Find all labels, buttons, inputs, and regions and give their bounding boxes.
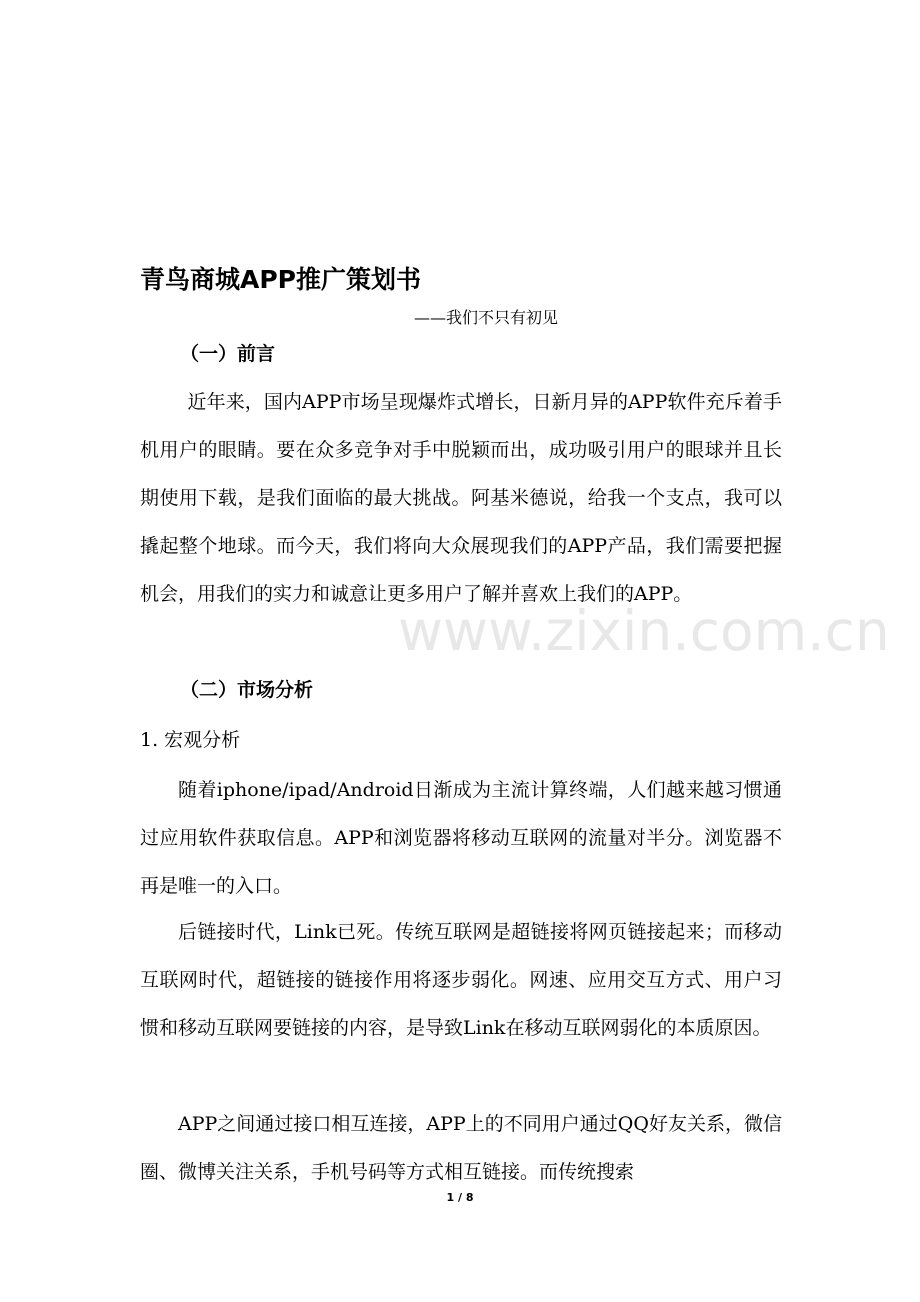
watermark: www.zixin.com.cn: [398, 599, 890, 663]
paragraph-macro-3: APP之间通过接口相互连接，APP上的不同用户通过QQ好友关系，微信圈、微博关注关系，手机号码等方式相互链接。而传统搜索: [140, 1113, 782, 1183]
paragraph-macro-2: 后链接时代，Link已死。传统互联网是超链接将网页链接起来；而移动互联网时代，超链接的链接作用将逐步弱化。网速、应用交互方式、用户习惯和移动互联网要链接的内容，是导致Link在移动互联网弱化的本质原因。: [140, 921, 782, 1039]
subsection-heading-macro-analysis: 1. 宏观分析: [140, 729, 241, 751]
document-subtitle: ——我们不只有初见: [414, 308, 559, 327]
section-heading-preface: （一）前言: [180, 343, 276, 365]
page-number: 1 / 8: [446, 1191, 474, 1204]
paragraph-macro-1: 随着iphone/ipad/Android日渐成为主流计算终端，人们越来越习惯通过应用软件获取信息。APP和浏览器将移动互联网的流量对半分。浏览器不再是唯一的入口。: [140, 779, 782, 897]
document-title: 青鸟商城APP推广策划书: [140, 265, 421, 294]
paragraph-preface: 近年来，国内APP市场呈现爆炸式增长，日新月异的APP软件充斥着手机用户的眼睛。要在众多竞争对手中脱颖而出，成功吸引用户的眼球并且长期使用下载，是我们面临的最大挑战。阿基米德说，给我一个支点，我可以撬起整个地球。而今天，我们将向大众展现我们的APP产品，我们需要把握机会，用我们的实力和诚意让更多用户了解并喜欢上我们的APP。: [140, 391, 782, 605]
section-heading-market-analysis: （二）市场分析: [180, 679, 314, 701]
